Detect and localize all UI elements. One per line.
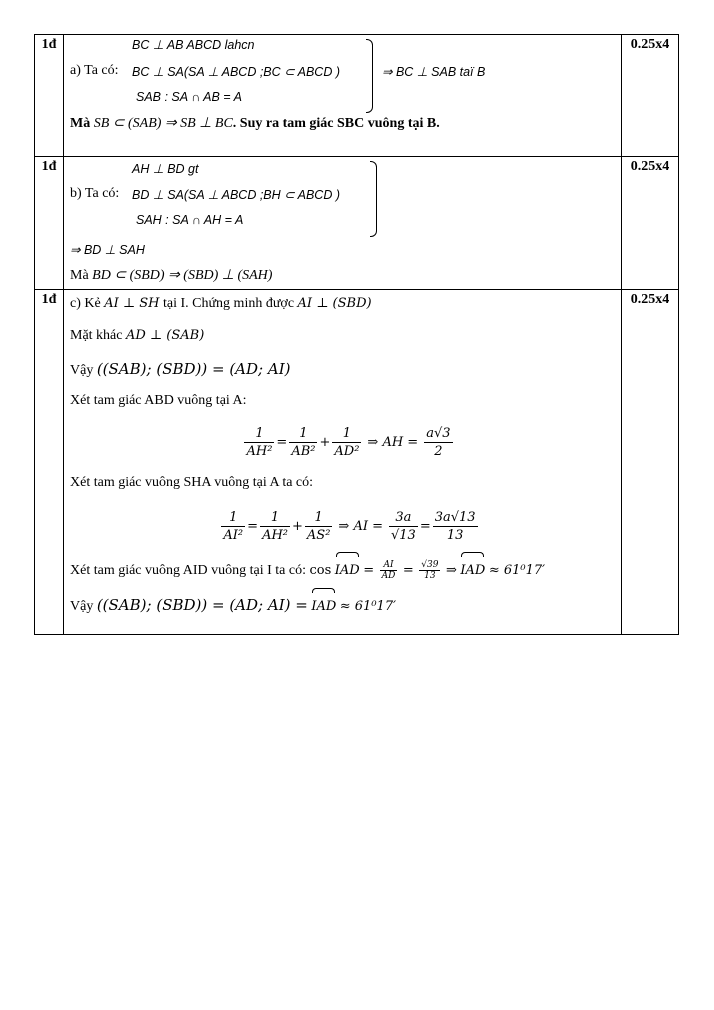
system-b-line2: BD ⊥ SA(SA ⊥ ABCD ;BH ⊂ ABCD ) <box>132 188 340 202</box>
c7-math: ((SAB); (SBD)) = (AD; AI) = <box>96 596 308 614</box>
c6-text: Xét tam giác vuông AID vuông tại I ta có: <box>70 563 306 578</box>
right-brace <box>366 39 373 113</box>
solution-cell-b <box>64 157 622 290</box>
c3-text: Vậy <box>70 363 94 378</box>
angle-iad: IAD <box>460 554 485 588</box>
frac-ai-ad: $\frac{AI}{AD}$ <box>381 560 396 582</box>
c1-math1: AI ⊥ SH <box>104 296 160 311</box>
c2-text: Mặt khác <box>70 328 123 343</box>
answer-table <box>34 34 679 635</box>
ma-label: Mà <box>70 116 91 131</box>
angle-iad: IAD <box>311 590 336 624</box>
c7-text: Vậy <box>70 599 94 614</box>
score-cell: 0.25x4 <box>622 290 679 635</box>
c1-text: c) Kẻ <box>70 296 101 311</box>
conclusion-a <box>70 111 617 137</box>
system-a-line2: BC ⊥ SA(SA ⊥ ABCD ;BC ⊂ ABCD ) <box>132 65 340 79</box>
score-cell: 0.25x4 <box>622 157 679 290</box>
frac-1-ai2: $\frac{1}{\text{AI²}}$ <box>223 509 244 543</box>
table-row-b <box>35 157 679 290</box>
system-b-line1: AH ⊥ BD gt <box>132 162 199 176</box>
equation-ai: $\frac{1}{\text{AI²}}$ = $\frac{1}{\text{AH²}}$ + $\frac{1}{\text{AS²}}$ ⇒ AI = $\frac{3a}{√13}$ = $\frac{3a√13}{13}$ <box>223 509 476 543</box>
frac-sqrt39-13: $\frac{√39}{13}$ <box>421 560 439 582</box>
c2-math: AD ⊥ (SAB) <box>125 328 205 343</box>
score-cell: 0.25x4 <box>622 35 679 157</box>
system-a-line3: SAB : SA ∩ AB = A <box>136 90 242 104</box>
points-cell: 1đ <box>35 290 64 635</box>
system-b-line3: SAH : SA ∩ AH = A <box>136 213 244 227</box>
solution-cell-a <box>64 35 622 157</box>
frac-1-ab2: $\frac{1}{\text{AB²}}$ <box>291 425 316 459</box>
conclusion-b <box>70 263 617 289</box>
angle-iad: IAD <box>335 554 360 588</box>
ma-math: BD ⊂ (SBD) ⇒ (SBD) ⊥ (SAH) <box>92 268 273 283</box>
ma-math: SB ⊂ (SAB) ⇒ SB ⊥ BC <box>93 116 233 131</box>
frac-1-ad2: $\frac{1}{\text{AD²}}$ <box>334 425 360 459</box>
line-c1 <box>70 290 617 320</box>
table-row-c <box>35 290 679 635</box>
line-c3 <box>70 352 617 386</box>
c1-math2: AI ⊥ (SBD) <box>297 296 372 311</box>
system-b <box>70 157 617 237</box>
line-c2 <box>70 320 617 352</box>
points-cell: 1đ <box>35 157 64 290</box>
system-b-prefix: b) Ta có: <box>70 186 120 201</box>
frac-result-ah: $\frac{a√3}{2}$ <box>426 425 451 459</box>
line-c6: Xét tam giác vuông AID vuông tại I ta có: cos IAD = $\frac{AI}{AD}$ = $\frac{√39}{13}$ ⇒ IAD ≈ 61⁰17′ <box>70 554 617 588</box>
line-b4: ⇒ BD ⊥ SAH <box>70 243 145 257</box>
frac-3asqrt13-13: $\frac{3a√13}{13}$ <box>434 509 476 543</box>
right-brace <box>370 161 377 237</box>
frac-1-ah2: $\frac{1}{\text{AH²}}$ <box>246 425 273 459</box>
system-a <box>70 35 617 113</box>
system-a-result: ⇒ BC ⊥ SAB taï B <box>382 65 486 79</box>
equation-ah: $\frac{1}{\text{AH²}}$ = $\frac{1}{\text{AB²}}$ + $\frac{1}{\text{AD²}}$ ⇒ AH = $\frac{a√3}{2}$ <box>246 425 451 459</box>
frac-1-ah2: $\frac{1}{\text{AH²}}$ <box>262 509 288 543</box>
system-a-prefix: a) Ta có: <box>70 63 119 78</box>
frac-1-as2: $\frac{1}{\text{AS²}}$ <box>306 509 331 543</box>
conclusion-text: . Suy ra tam giác SBC vuông tại B. <box>232 116 440 131</box>
points-cell: 1đ <box>35 35 64 157</box>
c3-math: ((SAB); (SBD)) = (AD; AI) <box>96 360 291 378</box>
table-row-a <box>35 35 679 157</box>
line-c5: Xét tam giác vuông SHA vuông tại A ta có: <box>70 475 314 490</box>
solution-cell-c <box>64 290 622 635</box>
line-c4: Xét tam giác ABD vuông tại A: <box>70 393 247 408</box>
frac-3a-sqrt13: $\frac{3a}{√13}$ <box>391 509 416 543</box>
line-c7: Vậy ((SAB); (SBD)) = (AD; AI) = IAD ≈ 61⁰17′ <box>70 588 617 622</box>
ma-label: Mà <box>70 268 89 283</box>
c1-text2: tại I. Chứng minh được <box>162 296 295 311</box>
system-a-line1: BC ⊥ AB ABCD lahcn <box>132 38 255 52</box>
